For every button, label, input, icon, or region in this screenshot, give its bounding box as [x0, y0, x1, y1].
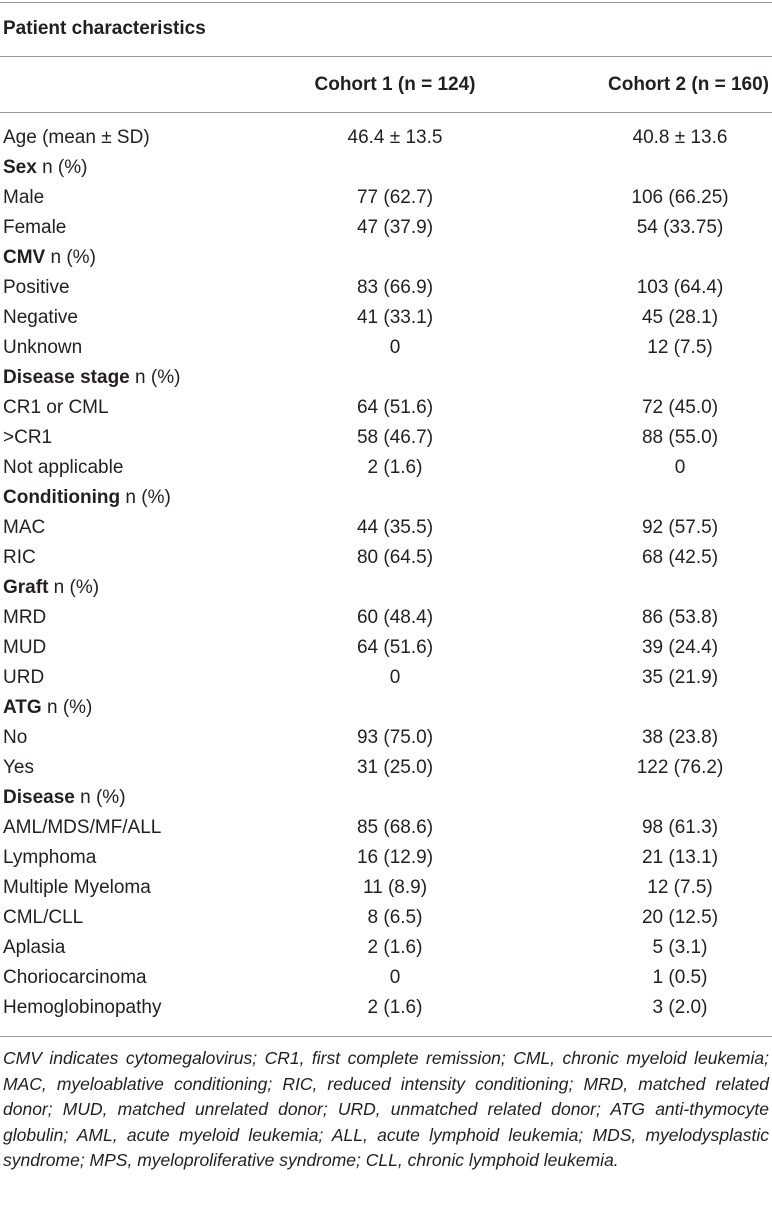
cohort-2-value: 122 (76.2): [636, 757, 724, 778]
table-row: [0, 933, 772, 963]
row-label: [3, 483, 171, 513]
cohort-2-value: 68 (42.5): [641, 547, 719, 568]
cohort-2-value: 38 (23.8): [641, 727, 719, 748]
cohort-2-value: 1 (0.5): [652, 967, 708, 988]
cohort-1-value: 41 (33.1): [356, 307, 434, 328]
table-row: [0, 393, 772, 423]
cohort-2-value: 12 (7.5): [647, 877, 713, 898]
section-title: Graft: [3, 577, 49, 598]
row-label: [3, 693, 92, 723]
row-label: No: [3, 727, 28, 748]
row-label: Age (mean ± SD): [3, 127, 150, 148]
row-label: Unknown: [3, 337, 83, 358]
table-row: [0, 183, 772, 213]
cohort-2-value: 0: [674, 457, 686, 478]
column-header-row: [0, 57, 772, 111]
section-title: Conditioning: [3, 487, 121, 508]
table-row: [0, 453, 772, 483]
table-row: [0, 213, 772, 243]
cohort-2-value: 54 (33.75): [636, 217, 724, 238]
cohort-1-value: 80 (64.5): [356, 547, 434, 568]
section-header-row: [0, 363, 772, 393]
table-row: [0, 333, 772, 363]
cohort-1-value: 0: [389, 967, 401, 988]
table-row: [0, 663, 772, 693]
cohort-1-value: 16 (12.9): [356, 847, 434, 868]
row-label: URD: [3, 667, 45, 688]
table-row: [0, 633, 772, 663]
top-rule: [0, 2, 772, 3]
section-unit: n (%): [120, 487, 171, 508]
table-row: [0, 603, 772, 633]
row-label: Female: [3, 217, 67, 238]
cohort-1-value: 2 (1.6): [367, 457, 423, 478]
table-footnote: CMV indicates cytomegalovirus; CR1, first complete remission; CML, chronic myeloid leukemia; MAC, myeloablative conditioning; RIC, reduced intensity conditioning; MRD, matched related donor; MUD, matched unrelated donor; URD, unmatched related donor; ATG anti-thymocyte globulin; AML, acute myeloid leukemia; ALL, acute lymphoid leukemia; MDS, myelodysplastic syndrome; MPS, myeloproliferative syndrome; CLL, chronic lymphoid leukemia.: [3, 1048, 769, 1170]
cohort-1-value: 2 (1.6): [367, 997, 423, 1018]
cohort-1-value: 60 (48.4): [356, 607, 434, 628]
column-header-cohort-2: Cohort 2 (n = 160): [608, 74, 769, 95]
table-row: [0, 813, 772, 843]
cohort-2-value: 45 (28.1): [641, 307, 719, 328]
row-label: CML/CLL: [3, 907, 84, 928]
cohort-2-value: 106 (66.25): [631, 187, 729, 208]
cohort-2-value: 103 (64.4): [636, 277, 724, 298]
row-label: Lymphoma: [3, 847, 97, 868]
row-label: CR1 or CML: [3, 397, 109, 418]
section-title: Disease stage: [3, 367, 130, 388]
cohort-2-value: 92 (57.5): [641, 517, 719, 538]
table-row: [0, 993, 772, 1023]
cohort-2-value: 40.8 ± 13.6: [632, 127, 728, 148]
row-label: >CR1: [3, 427, 53, 448]
row-label: [3, 363, 180, 393]
table-body: [0, 123, 772, 1023]
row-label: Yes: [3, 757, 34, 778]
column-header-cohort-1: Cohort 1 (n = 124): [314, 74, 476, 95]
cohort-1-value: 46.4 ± 13.5: [347, 127, 443, 148]
cohort-2-value: 20 (12.5): [641, 907, 719, 928]
section-unit: n (%): [41, 697, 93, 718]
table-row: [0, 753, 772, 783]
table-row: [0, 123, 772, 153]
section-header-row: [0, 243, 772, 273]
row-label: [3, 573, 99, 603]
section-header-row: [0, 573, 772, 603]
section-header-row: [0, 483, 772, 513]
section-header-row: [0, 153, 772, 183]
row-label: RIC: [3, 547, 36, 568]
cohort-2-value: 88 (55.0): [641, 427, 719, 448]
row-label: Hemoglobinopathy: [3, 997, 162, 1018]
cohort-1-value: 2 (1.6): [367, 937, 423, 958]
table-row: [0, 903, 772, 933]
cohort-2-value: 72 (45.0): [641, 397, 719, 418]
cohort-2-value: 39 (24.4): [641, 637, 719, 658]
cohort-1-value: 64 (51.6): [356, 637, 434, 658]
cohort-2-value: 35 (21.9): [641, 667, 719, 688]
section-header-row: [0, 783, 772, 813]
row-label: Choriocarcinoma: [3, 967, 147, 988]
table-title: Patient characteristics: [3, 18, 206, 39]
cohort-1-value: 0: [389, 667, 401, 688]
section-unit: n (%): [36, 157, 88, 178]
cohort-2-value: 21 (13.1): [641, 847, 719, 868]
row-label: [3, 153, 88, 183]
cohort-2-value: 5 (3.1): [652, 937, 708, 958]
cohort-1-value: 58 (46.7): [356, 427, 434, 448]
table-row: [0, 513, 772, 543]
row-label: MAC: [3, 517, 46, 538]
cohort-1-value: 11 (8.9): [362, 877, 428, 898]
row-label: MUD: [3, 637, 47, 658]
cohort-1-value: 0: [389, 337, 401, 358]
cohort-2-value: 86 (53.8): [641, 607, 719, 628]
cohort-1-value: 85 (68.6): [356, 817, 434, 838]
section-title: CMV: [3, 247, 46, 268]
row-label: [3, 243, 96, 273]
cohort-1-value: 93 (75.0): [356, 727, 434, 748]
cohort-1-value: 64 (51.6): [356, 397, 434, 418]
cohort-2-value: 3 (2.0): [652, 997, 708, 1018]
row-label: Male: [3, 187, 45, 208]
table-row: [0, 723, 772, 753]
table-row: [0, 273, 772, 303]
table-row: [0, 873, 772, 903]
row-label: MRD: [3, 607, 47, 628]
section-unit: n (%): [129, 367, 181, 388]
table-row: [0, 303, 772, 333]
header-divider: [0, 112, 772, 113]
row-label: [3, 783, 126, 813]
section-header-row: [0, 693, 772, 723]
cohort-2-value: 98 (61.3): [641, 817, 719, 838]
table-row: [0, 963, 772, 993]
cohort-1-value: 8 (6.5): [367, 907, 423, 928]
table-row: [0, 843, 772, 873]
cohort-1-value: 44 (35.5): [356, 517, 434, 538]
section-title: Disease: [3, 787, 75, 808]
cohort-1-value: 77 (62.7): [356, 187, 434, 208]
cohort-2-value: 12 (7.5): [647, 337, 713, 358]
cohort-1-value: 83 (66.9): [356, 277, 434, 298]
table-row: [0, 543, 772, 573]
row-label: Aplasia: [3, 937, 66, 958]
section-unit: n (%): [48, 577, 100, 598]
bottom-rule: [0, 1036, 772, 1037]
row-label: Positive: [3, 277, 70, 298]
section-unit: n (%): [45, 247, 96, 268]
row-label: Not applicable: [3, 457, 124, 478]
cohort-1-value: 47 (37.9): [356, 217, 434, 238]
section-title: Sex: [3, 157, 37, 178]
section-unit: n (%): [74, 787, 126, 808]
row-label: Negative: [3, 307, 78, 328]
section-title: ATG: [3, 697, 42, 718]
row-label: Multiple Myeloma: [3, 877, 151, 898]
table-row: [0, 423, 772, 453]
cohort-1-value: 31 (25.0): [356, 757, 434, 778]
row-label: AML/MDS/MF/ALL: [3, 817, 162, 838]
